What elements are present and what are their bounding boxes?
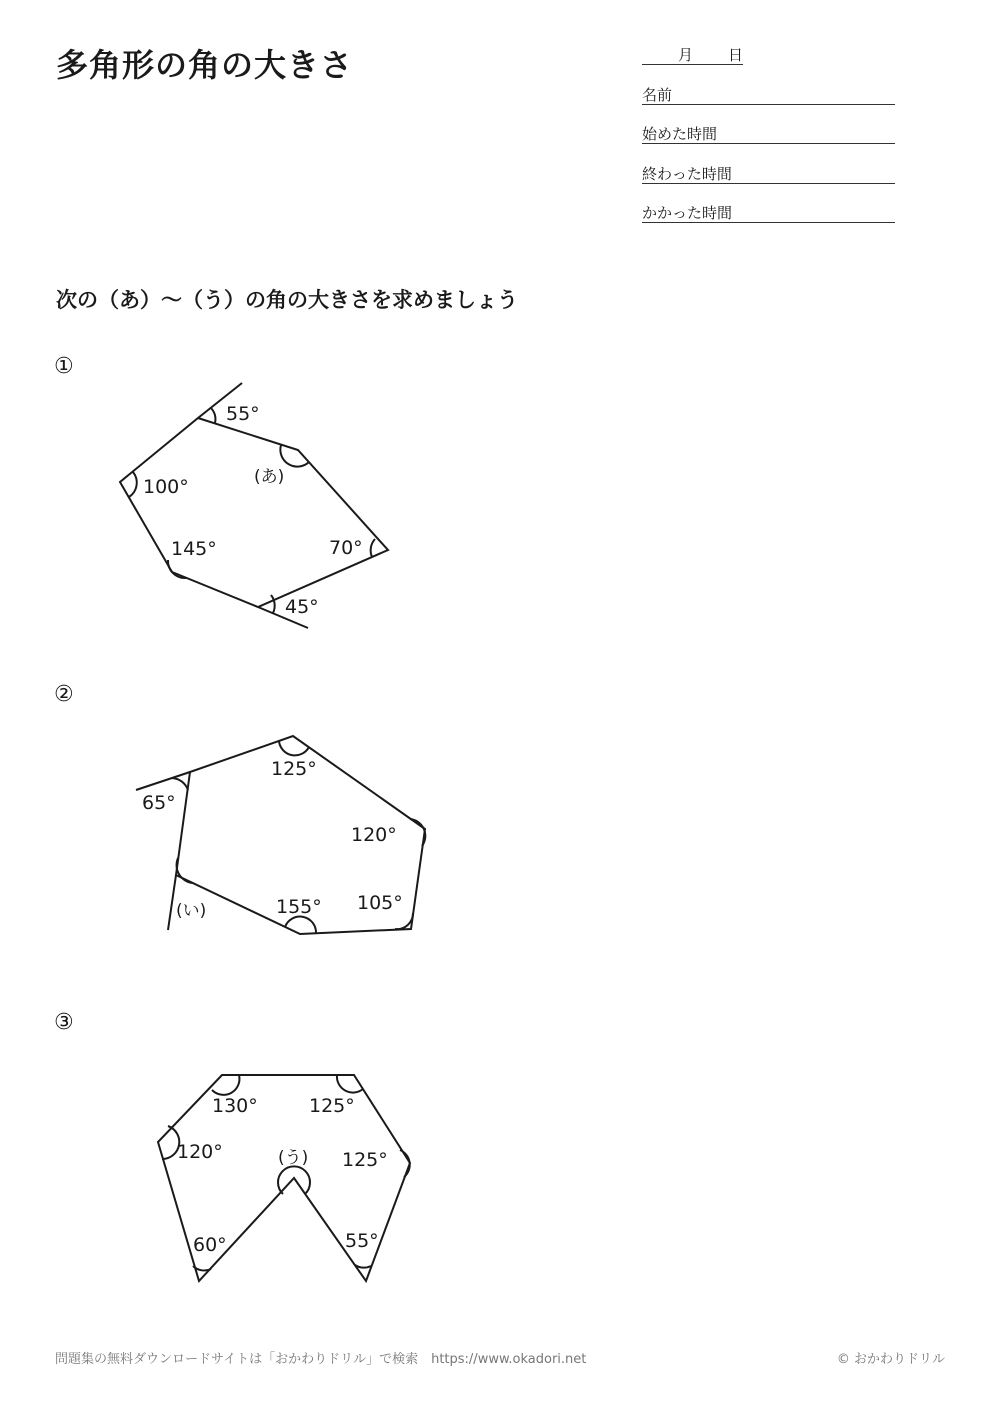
label-125-right: 125° bbox=[342, 1149, 388, 1171]
label-105: 105° bbox=[357, 892, 403, 914]
label-155: 155° bbox=[276, 896, 322, 918]
label-120: 120° bbox=[351, 824, 397, 846]
worksheet-title: 多角形の角の大きさ bbox=[56, 46, 354, 84]
arc-130 bbox=[212, 1075, 239, 1095]
duration-label: かかった時間 bbox=[642, 204, 733, 222]
extension-line-left-bottom bbox=[168, 875, 176, 930]
end-time-label: 終わった時間 bbox=[642, 165, 732, 183]
instruction-text: 次の（あ）～（う）の角の大きさを求めましょう bbox=[56, 288, 518, 312]
label-target-a: (あ) bbox=[254, 467, 285, 487]
label-55: 55° bbox=[345, 1230, 379, 1252]
footer-right: © おかわりドリル bbox=[836, 1352, 945, 1367]
arc-145 bbox=[168, 560, 186, 578]
label-125-top: 125° bbox=[309, 1095, 355, 1117]
label-target-u: (う) bbox=[278, 1148, 309, 1168]
arc-55 bbox=[211, 408, 215, 423]
hexagon-1 bbox=[120, 418, 388, 607]
label-130: 130° bbox=[212, 1095, 258, 1117]
arc-155 bbox=[285, 917, 316, 933]
label-145: 145° bbox=[171, 538, 217, 560]
start-time-label: 始めた時間 bbox=[642, 125, 718, 143]
label-120: 120° bbox=[177, 1141, 223, 1163]
label-target-i: (い) bbox=[176, 901, 207, 921]
arc-55 bbox=[355, 1265, 371, 1268]
label-45: 45° bbox=[285, 596, 319, 618]
label-100: 100° bbox=[143, 476, 189, 498]
arc-65 bbox=[172, 778, 188, 790]
problem-2-number: ② bbox=[54, 682, 74, 707]
problem-1-number: ① bbox=[54, 354, 74, 379]
problem-3-number: ③ bbox=[54, 1010, 74, 1035]
month-label: 月 bbox=[678, 46, 694, 64]
arc-70 bbox=[371, 539, 375, 557]
label-60: 60° bbox=[193, 1234, 227, 1256]
arc-125-right bbox=[400, 1150, 410, 1177]
arc-105 bbox=[395, 913, 413, 929]
name-label: 名前 bbox=[642, 86, 673, 104]
day-label: 日 bbox=[728, 46, 744, 64]
label-125: 125° bbox=[271, 758, 317, 780]
arc-45 bbox=[271, 595, 275, 613]
label-55: 55° bbox=[226, 403, 260, 425]
arc-target-i bbox=[177, 858, 193, 883]
footer-left: 問題集の無料ダウンロードサイトは「おかわりドリル」で検索 https://www.okadori.net bbox=[55, 1352, 587, 1367]
label-70: 70° bbox=[329, 537, 363, 559]
arc-100 bbox=[129, 472, 137, 497]
label-65: 65° bbox=[142, 792, 176, 814]
